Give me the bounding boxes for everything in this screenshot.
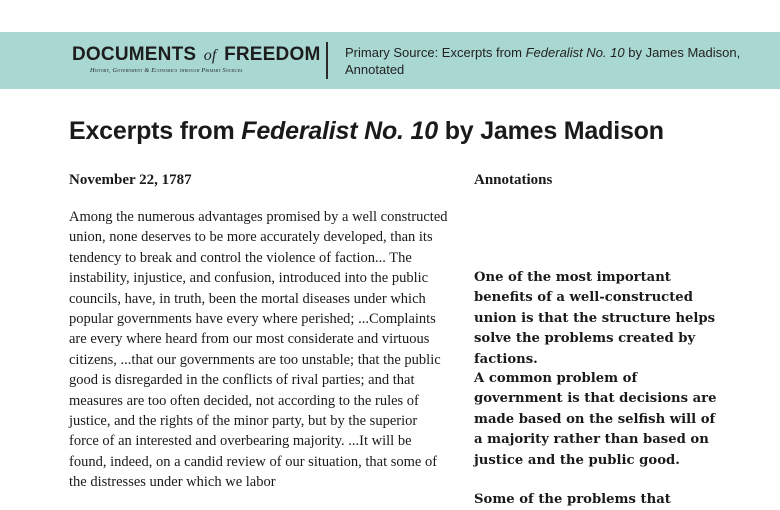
source-caption [345,44,765,78]
annotations-heading: Annotations [474,172,553,188]
annotation-3: Some of the problems that [474,492,671,507]
title-italic: Federalist No. 10 [241,117,438,145]
source-caption-prefix: Primary Source: Excerpts from [345,45,526,60]
banner-divider [326,42,328,79]
page-title [69,117,664,146]
header-banner [0,32,780,89]
title-suffix: by James Madison [437,117,664,145]
site-logo[interactable] [72,44,321,74]
document-date: November 22, 1787 [69,172,192,188]
logo-title-start: DOCUMENTS [72,44,197,65]
logo-title-end: FREEDOM [224,44,321,65]
logo-title [72,44,321,66]
title-prefix: Excerpts from [69,117,242,145]
source-caption-title: Federalist No. 10 [525,45,625,60]
source-caption-suffix: by James Madison, Annotated [345,45,741,77]
logo-title-of: of [203,47,217,64]
annotation-1: One of the most important benefits of a well-constructed union is that the structure helps solve the problems created by factions. [474,270,716,367]
primary-source-text: Among the numerous advantages promised by a well constructed union, none deserves to be more accurately developed, than its tendency to break and control the violence of faction... The instability, injustice, and confusion, introduced into the public councils, have, in truth, been the mortal diseases under which popular governments have every where perished; ...Complaints are every where heard from our most considerate and virtuous citizens, ...that our governments are too unstable; that the public good is disregarded in the conflicts of rival parties; and that measures are too often decided, not according to the rules of justice, and the rights of the minor party, but by the superior force of an interested and overbearing majority. ...It will be found, indeed, on a candid review of our situation, that some of the distresses under which we labor [69,209,448,491]
annotation-2: A common problem of government is that decisions are made based on the selfish will of a majority rather than based on justice and the public good. [474,371,717,468]
logo-subtitle: History, Government & Economics through Primary Sources [90,67,243,74]
